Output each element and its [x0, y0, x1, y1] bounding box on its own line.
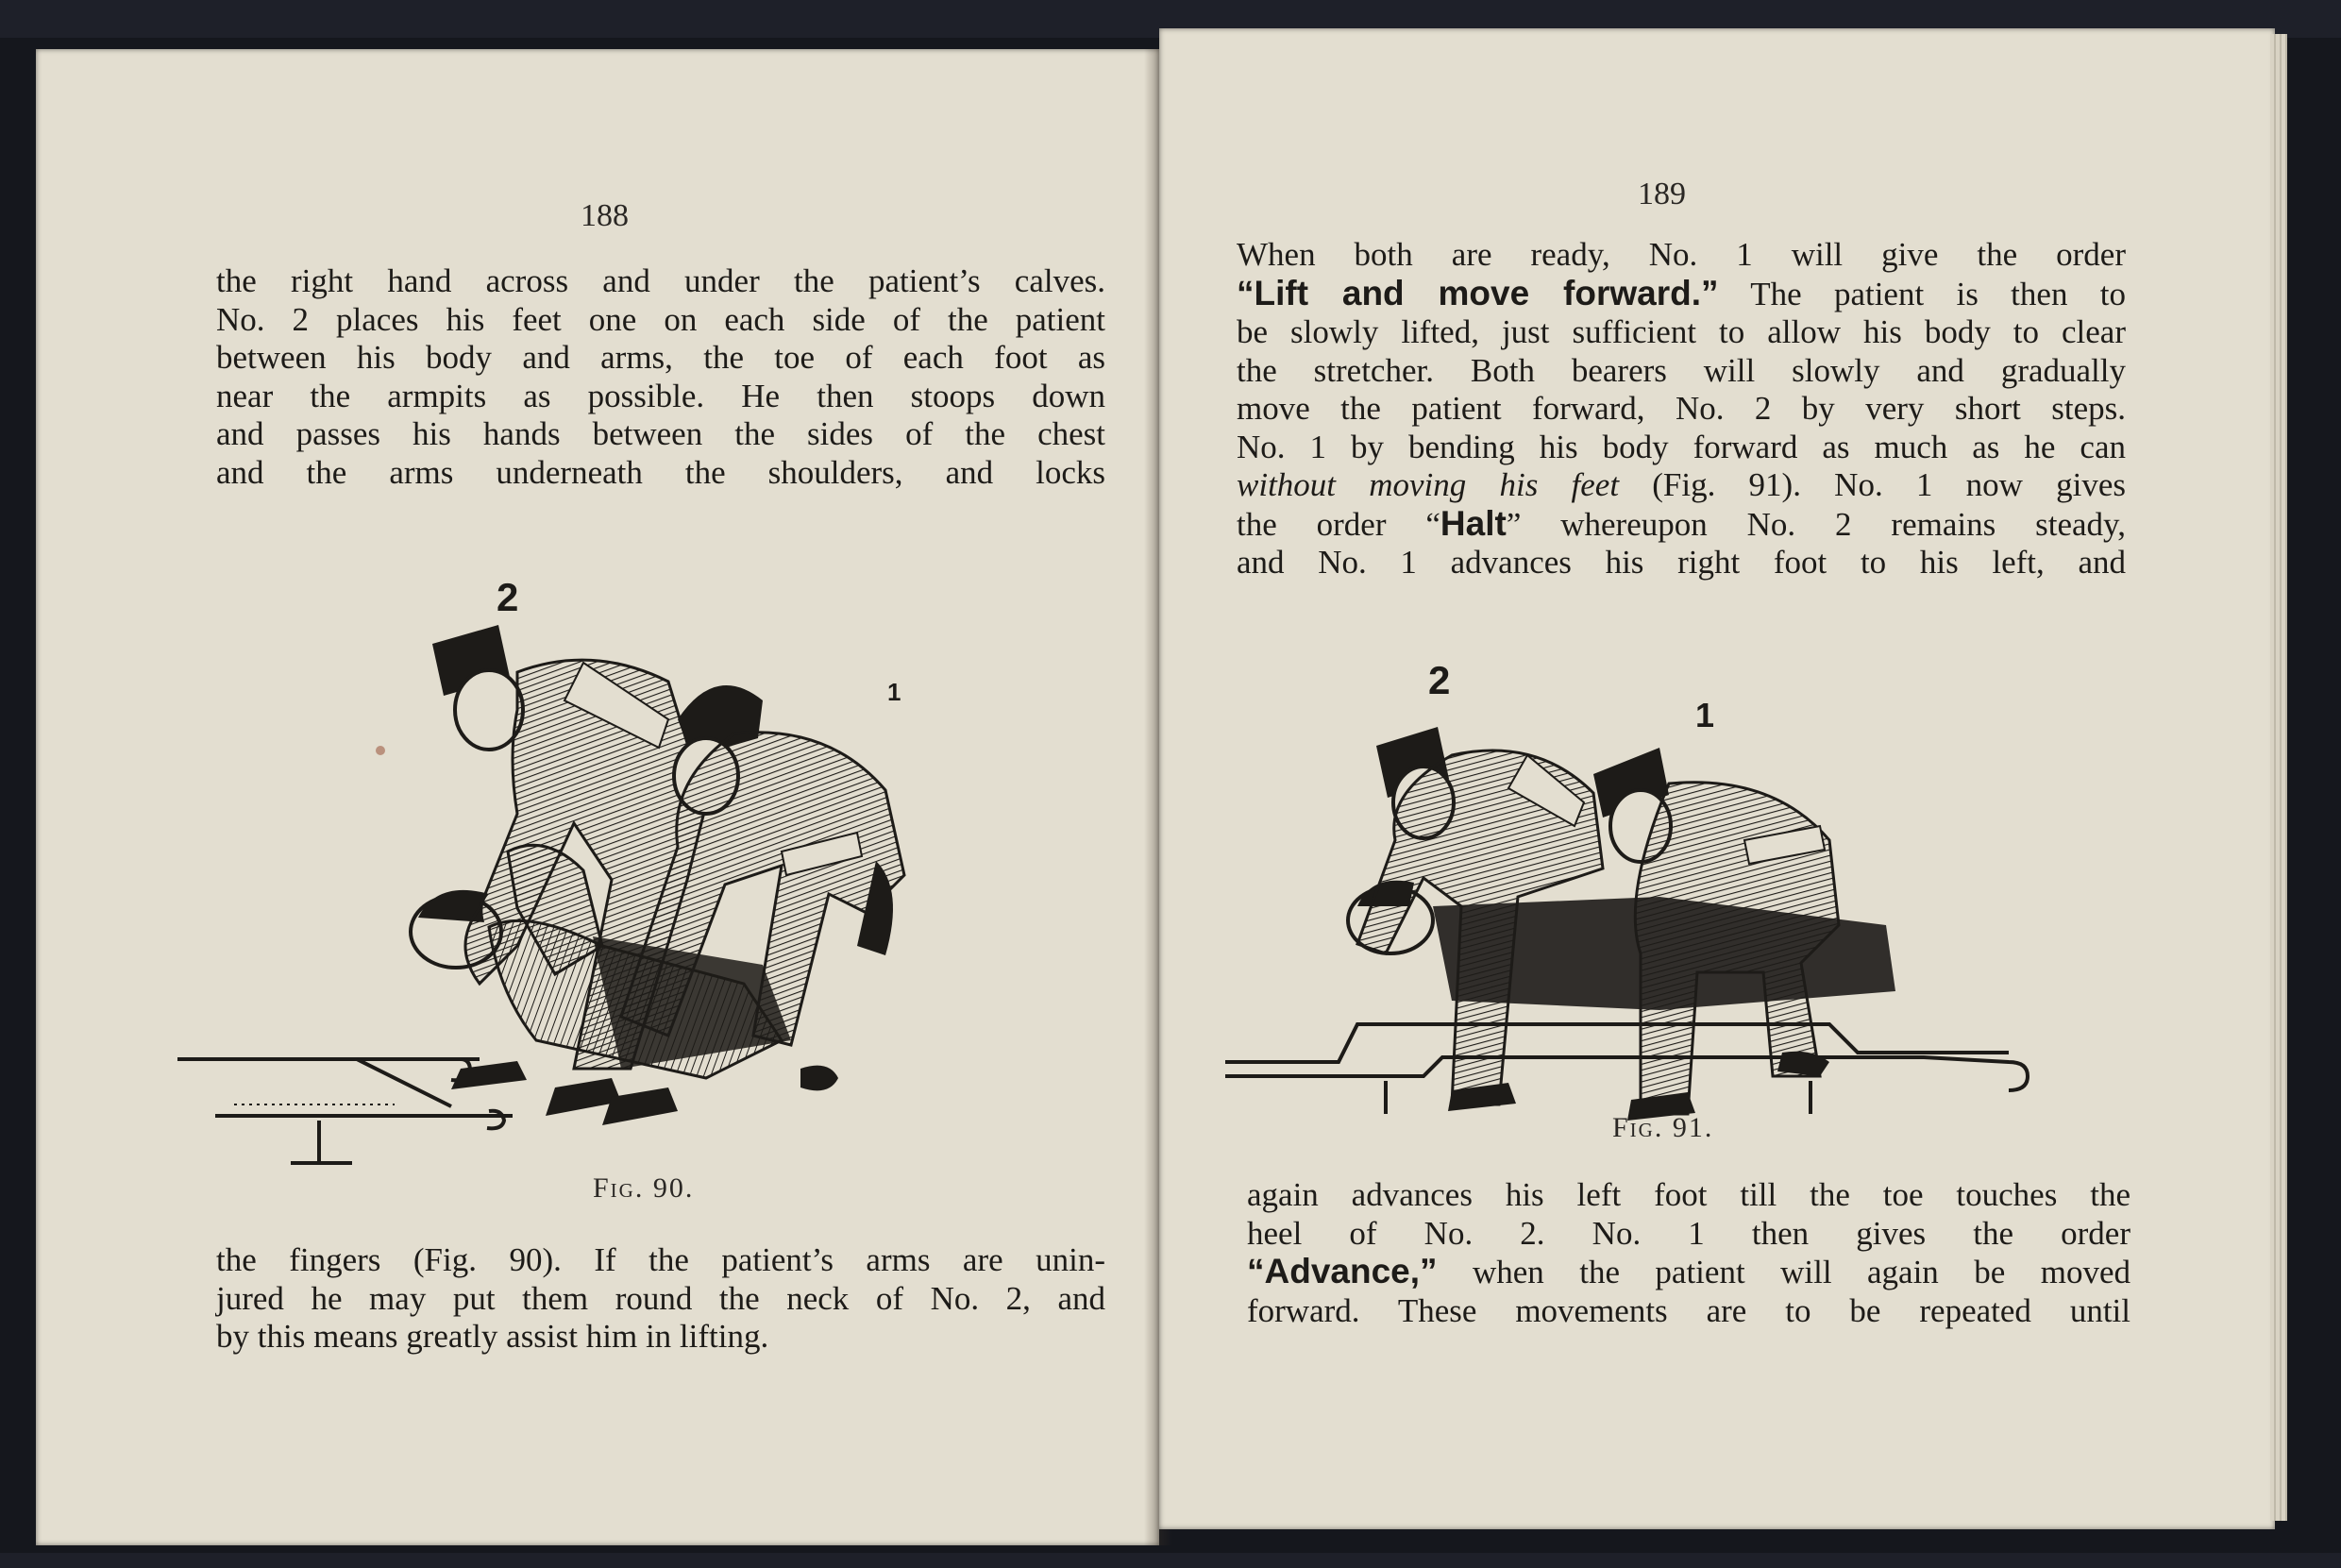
figure-91-caption: Fig. 91. [1612, 1112, 1714, 1143]
right-top-paragraph [1237, 236, 2126, 582]
text-line: move the patient forward, No. 2 by very short steps. [1237, 390, 2126, 427]
text-line: and No. 1 advances his right foot to his left, and [1237, 544, 2126, 581]
command-halt: Halt [1440, 503, 1507, 543]
text-line: near the armpits as possible. He then stoops down [216, 377, 1105, 414]
text-line: the right hand across and under the patient’s calves. [216, 262, 1105, 299]
text-line: When both are ready, No. 1 will give the order [1237, 236, 2126, 273]
page-number-right: 189 [1638, 177, 1686, 211]
figure-90-caption: Fig. 90. [593, 1172, 695, 1204]
paper-spot [376, 746, 385, 755]
left-bottom-paragraph [216, 1241, 1105, 1357]
right-page [1159, 28, 2275, 1529]
text-line: forward. These movements are to be repeated until [1247, 1291, 2130, 1329]
text-line: be slowly lifted, just sufficient to allow his body to clear [1237, 313, 2126, 350]
command-advance: “Advance,” [1247, 1252, 1438, 1290]
text-line: and passes his hands between the sides of the chest [216, 415, 1105, 452]
text-line: again advances his left foot till the toe touches the [1247, 1176, 2130, 1213]
figure-label-2: 2 [497, 575, 519, 619]
text-line: the fingers (Fig. 90). If the patient’s arms are unin- [216, 1241, 1105, 1278]
text-line: “Lift and move forward.” The patient is then to [1237, 273, 2126, 312]
text-line: the order “Halt” whereupon No. 2 remains steady, [1237, 503, 2127, 543]
scanner-bottom-border [0, 1553, 2341, 1568]
text-line: jured he may put them round the neck of No. 2, and [216, 1279, 1105, 1317]
left-page [36, 49, 1159, 1545]
right-bottom-paragraph [1247, 1176, 2130, 1330]
text-line: the stretcher. Both bearers will slowly and gradually [1237, 351, 2126, 389]
page-number-left: 188 [581, 198, 629, 233]
left-top-paragraph [216, 262, 1105, 492]
stretcher [1225, 1024, 2028, 1114]
figure-label-2: 2 [1428, 658, 1451, 702]
text-line: and the arms underneath the shoulders, and locks [216, 453, 1105, 491]
page-edges [2270, 34, 2287, 1521]
figure-label-1: 1 [887, 678, 901, 706]
command-lift: “Lift and move forward.” [1237, 273, 1719, 312]
text-line: by this means greatly assist him in lifting. [216, 1318, 769, 1355]
text-line: No. 1 by bending his body forward as much as he can [1237, 428, 2126, 465]
text-line: “Advance,” when the patient will again be moved [1247, 1252, 2130, 1290]
text-line: No. 2 places his feet one on each side of the patient [216, 300, 1105, 338]
figure-91-illustration [1216, 632, 2160, 1142]
text-line: without moving his feet (Fig. 91). No. 1 now gives [1237, 466, 2126, 503]
text-line: heel of No. 2. No. 1 then gives the order [1247, 1214, 2130, 1252]
text-line: between his body and arms, the toe of each foot as [216, 339, 1105, 376]
italic-phrase: without moving his feet [1237, 466, 1620, 503]
figure-90-illustration [177, 531, 1084, 1191]
figure-label-1: 1 [1695, 696, 1715, 734]
